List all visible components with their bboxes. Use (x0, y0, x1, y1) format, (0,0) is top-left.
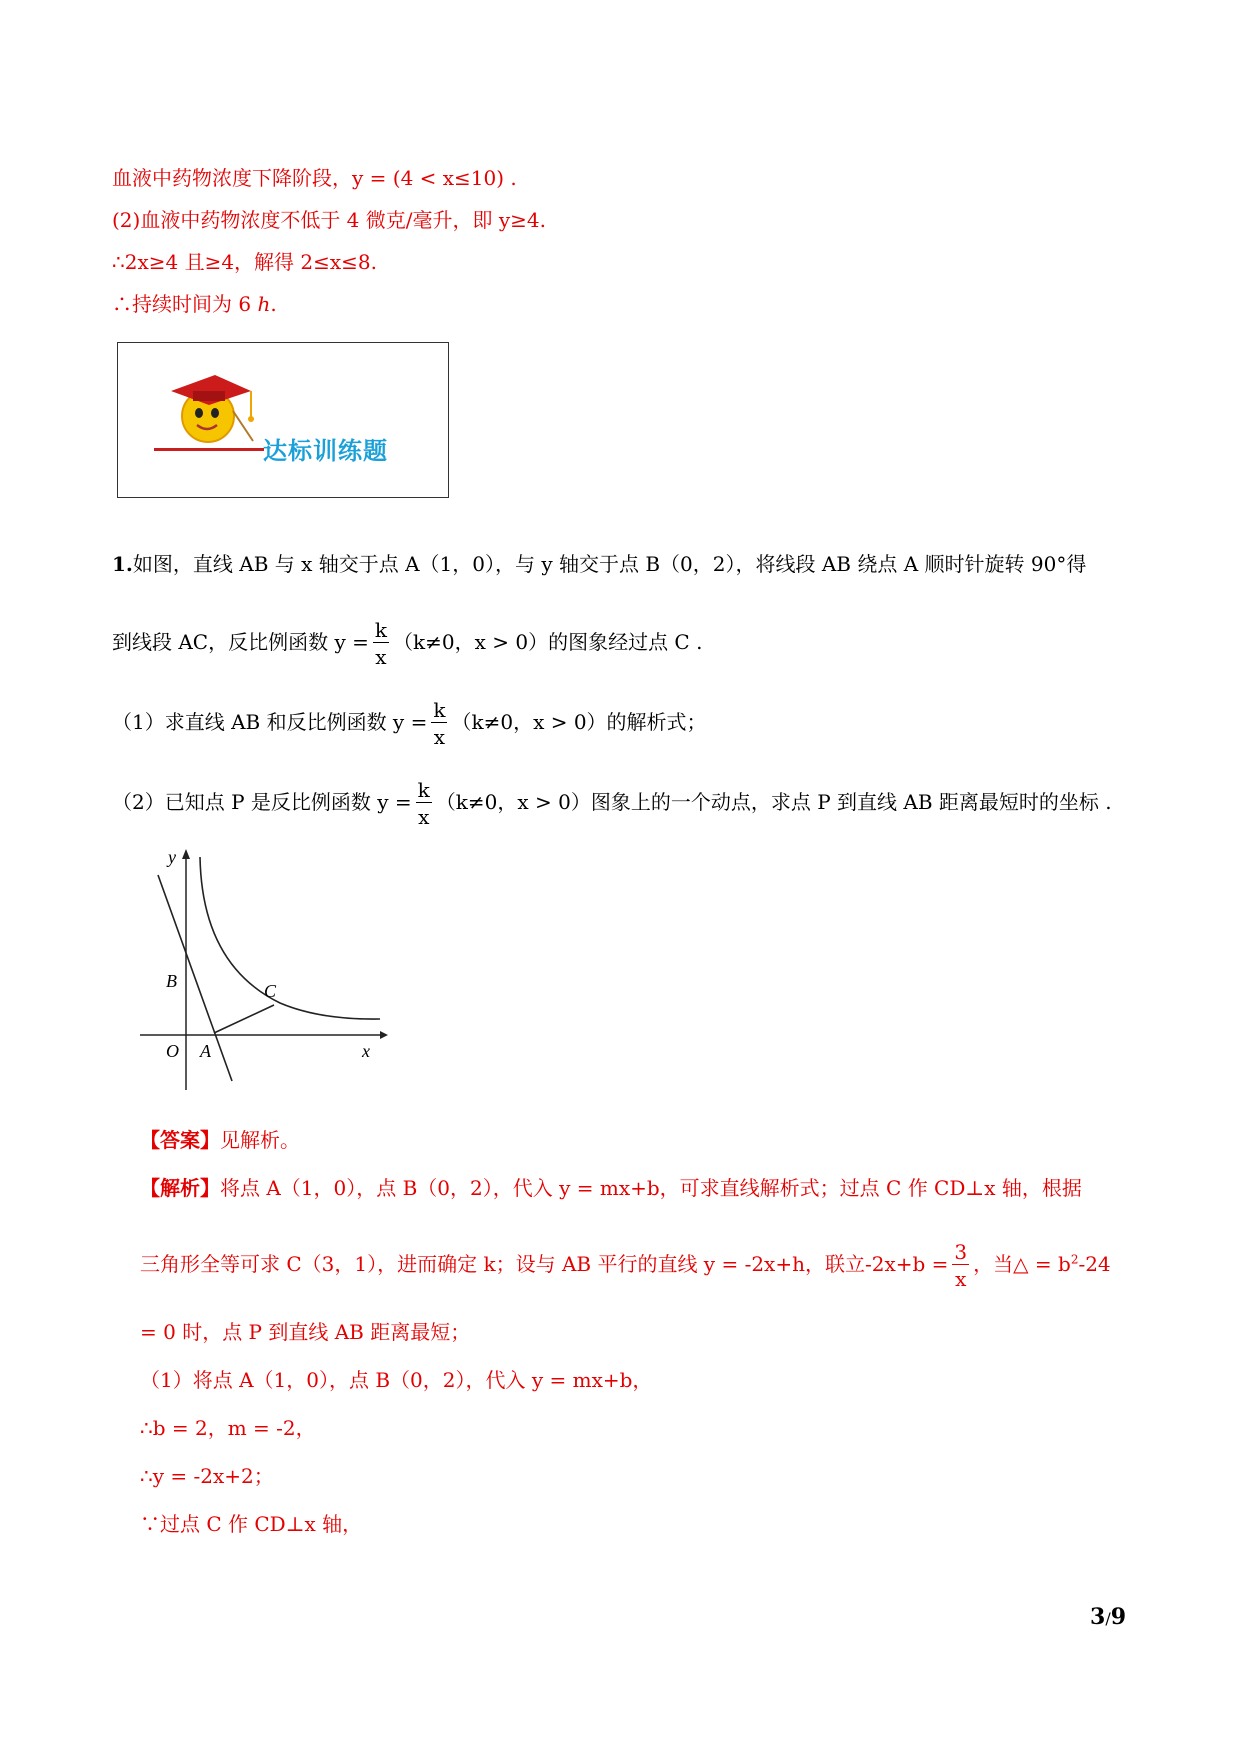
problem-line-1 (112, 550, 1086, 578)
label-o: O (166, 1041, 179, 1061)
page-number (1090, 1604, 1126, 1630)
problem-text-2a: 到线段 AC，反比例函数 y = (112, 630, 369, 654)
solution-step-2: ∴b = 2，m = -2， (140, 1416, 316, 1440)
analysis-line-1 (140, 1174, 1082, 1202)
text-line-concentration: (2)血液中药物浓度不低于 4 微克/毫升，即 y≥4. (112, 208, 547, 232)
question-2 (112, 780, 1112, 827)
question-1-text-b: （k≠0，x > 0）的解析式； (451, 710, 707, 734)
solution-step-1: （1）将点 A（1，0），点 B（0，2），代入 y = mx+b， (140, 1368, 653, 1392)
question-2-text-b: （k≠0，x > 0）图象上的一个动点，求点 P 到直线 AB 距离最短时的坐标 . (435, 790, 1112, 814)
fraction-3-over-x: $\frac{3}{x}$ (954, 1240, 968, 1291)
banner-rule (154, 448, 264, 451)
label-y: y (168, 847, 176, 867)
analysis-line-2 (140, 1242, 1111, 1289)
analysis-superscript: 2 (1070, 1252, 1079, 1267)
label-c: C (264, 981, 277, 1001)
problem-number: 1. (112, 552, 133, 576)
section-banner (117, 342, 449, 498)
banner-title: 达标训练题 (263, 437, 388, 465)
y-axis-arrow (182, 849, 190, 859)
duration-text: ∴持续时间为 6 (112, 292, 258, 316)
text-line-solve-range: ∴2x≥4 且≥4，解得 2≤x≤8. (112, 250, 378, 274)
hyperbola-curve (200, 857, 380, 1019)
analysis-line-3: = 0 时，点 P 到直线 AB 距离最短； (140, 1320, 471, 1344)
text-line-decline-stage: 血液中药物浓度下降阶段，y = (4 < x≤10) . (112, 166, 517, 190)
x-axis-arrow (380, 1031, 388, 1039)
page-current: 3 (1090, 1604, 1106, 1630)
page-separator: / (1105, 1609, 1111, 1628)
segment-ac (214, 1005, 274, 1033)
question-1-text-a: （1）求直线 AB 和反比例函数 y = (112, 710, 428, 734)
text-line-duration (112, 290, 277, 318)
page-total: 9 (1110, 1604, 1127, 1630)
doctor-cap-mascot-icon (153, 361, 263, 451)
label-x: x (362, 1041, 370, 1061)
analysis-text-2a: 三角形全等可求 C（3，1），进而确定 k；设与 AB 平行的直线 y = -2x+h，联立-2x+b = (140, 1252, 949, 1276)
problem-figure (130, 845, 390, 1095)
duration-period: . (270, 292, 277, 316)
label-a: A (200, 1041, 211, 1061)
analysis-text-1: 将点 A（1，0），点 B（0，2），代入 y = mx+b，可求直线解析式；过点 C 作 CD⊥x 轴，根据 (220, 1176, 1082, 1200)
duration-unit: h (257, 292, 271, 316)
problem-text-1: 如图，直线 AB 与 x 轴交于点 A（1，0），与 y 轴交于点 B（0，2），将线段 AB 绕点 A 顺时针旋转 90°得 (132, 552, 1087, 576)
solution-step-4: ∵过点 C 作 CD⊥x 轴， (140, 1512, 363, 1536)
analysis-text-2c: -24 (1078, 1252, 1111, 1276)
answer-text: 见解析。 (220, 1128, 300, 1152)
problem-line-2 (112, 620, 702, 667)
question-1 (112, 700, 707, 747)
question-2-text-a: （2）已知点 P 是反比例函数 y = (112, 790, 412, 814)
label-b: B (166, 971, 177, 991)
answer-tag: 【答案】 (140, 1128, 220, 1152)
solution-step-3: ∴y = -2x+2； (140, 1464, 274, 1488)
analysis-tag: 【解析】 (140, 1176, 220, 1200)
answer-line (140, 1126, 300, 1154)
analysis-text-2b: ，当△ = b (973, 1252, 1071, 1276)
fraction-k-over-x: $\frac{k}{x}$ (417, 778, 430, 829)
fraction-k-over-x: $\frac{k}{x}$ (433, 698, 446, 749)
fraction-k-over-x: $\frac{k}{x}$ (374, 618, 387, 669)
problem-text-2b: （k≠0，x > 0）的图象经过点 C . (393, 630, 703, 654)
